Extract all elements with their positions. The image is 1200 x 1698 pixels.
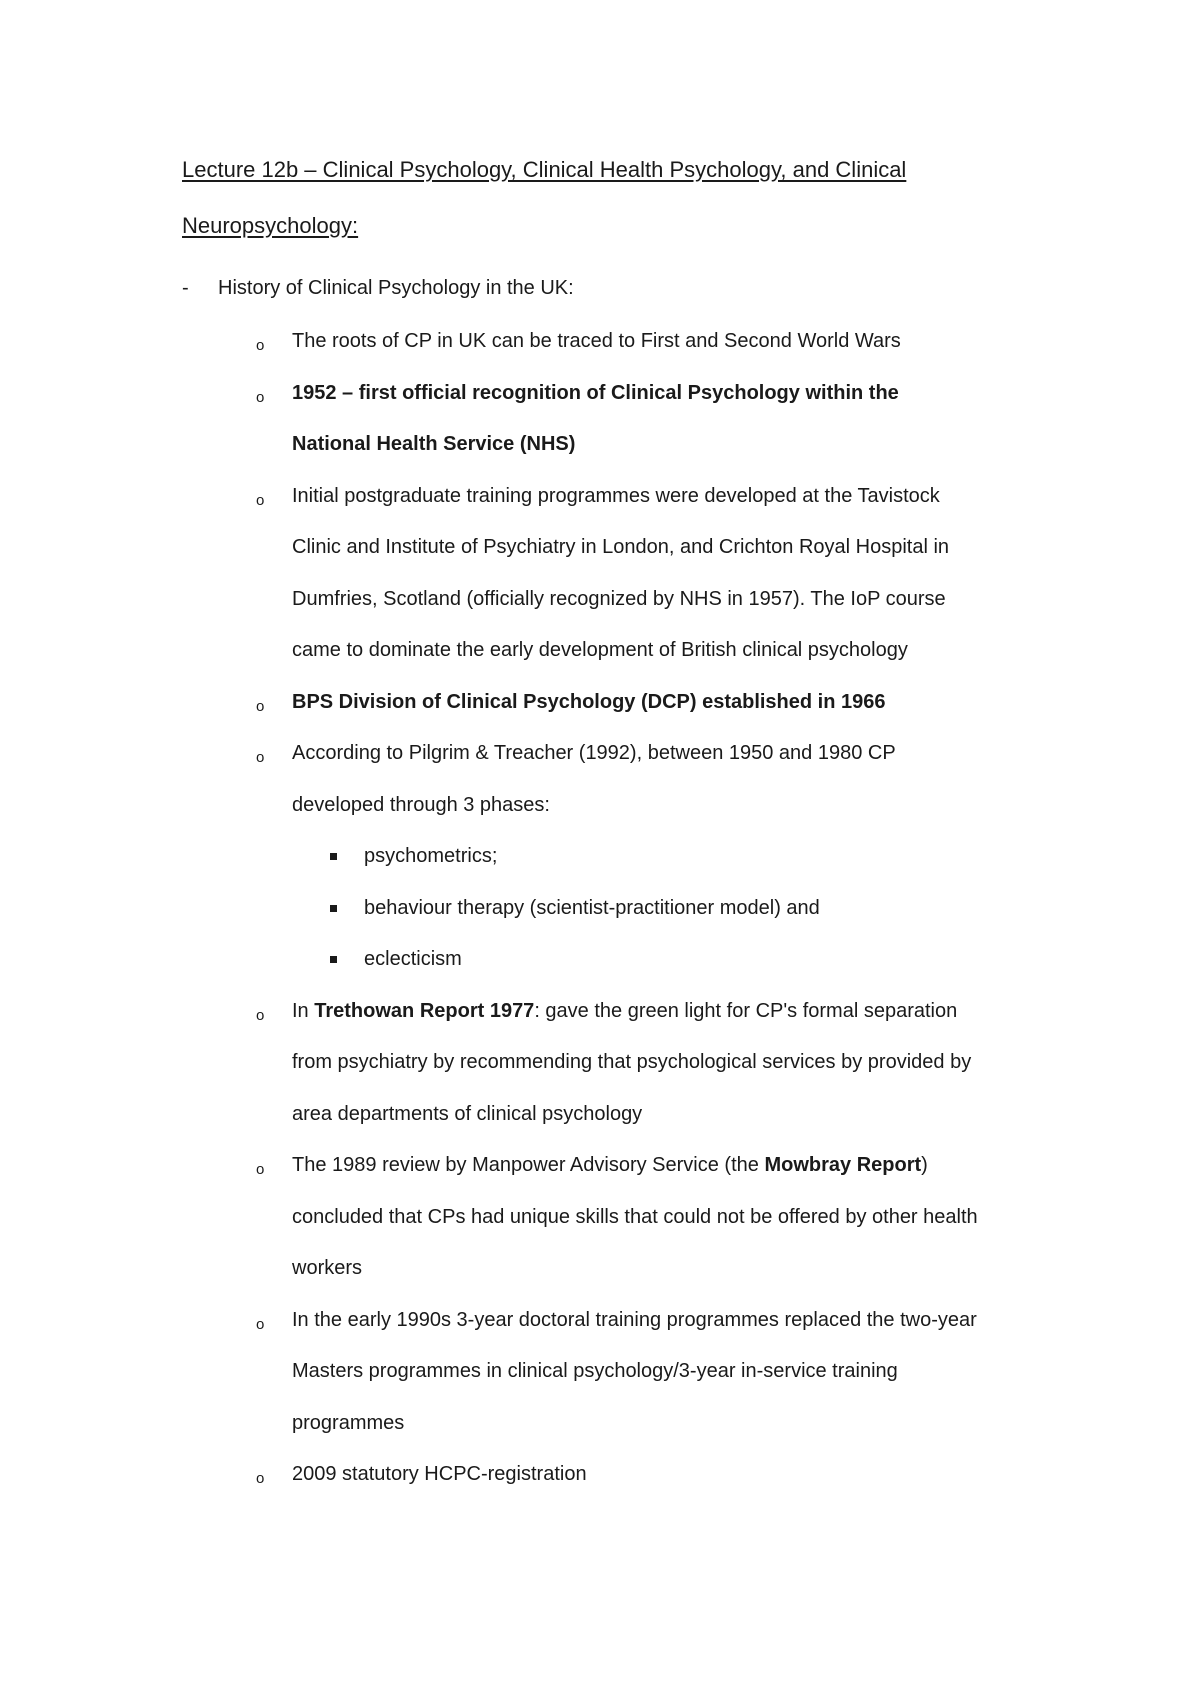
list-item-text: 1952 – first official recognition of Clinical Psychology within the xyxy=(292,381,899,404)
list-item-text: concluded that CPs had unique skills that could not be offered by other health xyxy=(292,1205,978,1228)
sub-list-item-text: psychometrics; xyxy=(364,845,498,867)
sub-list-item-phase xyxy=(182,883,1082,935)
list-item-text: from psychiatry by recommending that psychological services by provided by xyxy=(292,1051,972,1073)
circle-bullet-icon: o xyxy=(256,1315,265,1333)
list-item-text: Initial postgraduate training programmes were developed at the Tavistock xyxy=(292,484,940,507)
list-item-training xyxy=(182,471,1082,677)
square-bullet-icon xyxy=(330,853,337,860)
circle-bullet-icon: o xyxy=(256,388,265,406)
document-title xyxy=(182,142,1082,254)
sub-list-item-text: behaviour therapy (scientist-practitioner model) and xyxy=(364,896,820,919)
sub-list-item-text: eclecticism xyxy=(364,948,462,970)
list-item-text: The 1989 review by Manpower Advisory Service (the xyxy=(292,1154,765,1176)
square-bullet-icon xyxy=(330,956,337,963)
sub-list-item-phase xyxy=(182,831,1082,883)
list-item-pilgrim xyxy=(182,728,1082,831)
circle-bullet-icon: o xyxy=(256,749,265,766)
list-item-text: workers xyxy=(292,1257,363,1279)
list-item-text: National Health Service (NHS) xyxy=(292,433,576,455)
list-item-text: 2009 statutory HCPC-registration xyxy=(292,1463,587,1485)
list-item-text: ) xyxy=(921,1154,928,1176)
circle-bullet-icon: o xyxy=(256,697,265,715)
list-item-text: In xyxy=(292,999,315,1022)
circle-bullet-icon: o xyxy=(256,337,265,354)
list-item-nhs-1952 xyxy=(182,368,1082,471)
list-item-text: programmes xyxy=(292,1411,405,1434)
dash-bullet: - xyxy=(182,277,189,299)
list-item-text: Clinic and Institute of Psychiatry in London, and Crichton Royal Hospital in xyxy=(292,536,950,558)
list-item-text: The roots of CP in UK can be traced to First and Second World Wars xyxy=(292,330,901,352)
list-item-bold-text: Mowbray Report xyxy=(764,1154,922,1176)
list-item-text: developed through 3 phases: xyxy=(292,793,550,816)
title-line-2: Neuropsychology: xyxy=(182,213,359,238)
list-item-doctoral xyxy=(182,1295,1082,1450)
list-item-text: Masters programmes in clinical psychology/3-year in-service training xyxy=(292,1360,898,1382)
list-item-text: According to Pilgrim & Treacher (1992), between 1950 and 1980 CP xyxy=(292,742,896,764)
square-bullet-icon xyxy=(330,905,337,912)
circle-bullet-icon: o xyxy=(256,491,265,509)
list-item-text: In the early 1990s 3-year doctoral training programmes replaced the two-year xyxy=(292,1308,977,1331)
list-item-text: BPS Division of Clinical Psychology (DCP) established in 1966 xyxy=(292,690,886,713)
list-item-mowbray xyxy=(182,1140,1082,1295)
sub-list-item-phase xyxy=(182,934,1082,986)
list-item-bold-text: Trethowan Report 1977 xyxy=(314,999,535,1022)
section-heading-text: History of Clinical Psychology in the UK: xyxy=(218,277,574,299)
title-line-1: Lecture 12b – Clinical Psychology, Clinical Health Psychology, and Clinical xyxy=(182,157,907,182)
list-item-roots xyxy=(182,316,1082,368)
circle-bullet-icon: o xyxy=(256,1470,265,1487)
circle-bullet-icon: o xyxy=(256,1161,265,1178)
list-item-text: came to dominate the early development of British clinical psychology xyxy=(292,639,908,661)
list-item-text: Dumfries, Scotland (officially recognized by NHS in 1957). The IoP course xyxy=(292,587,946,610)
list-item-hcpc xyxy=(182,1449,1082,1501)
list-item-text: : gave the green light for CP's formal separation xyxy=(534,999,958,1022)
list-item-trethowan xyxy=(182,986,1082,1141)
list-item-dcp-1966 xyxy=(182,677,1082,729)
section-heading xyxy=(182,268,1082,308)
list-item-text: area departments of clinical psychology xyxy=(292,1102,643,1125)
document-body xyxy=(182,268,1082,1501)
circle-bullet-icon: o xyxy=(256,1006,265,1024)
